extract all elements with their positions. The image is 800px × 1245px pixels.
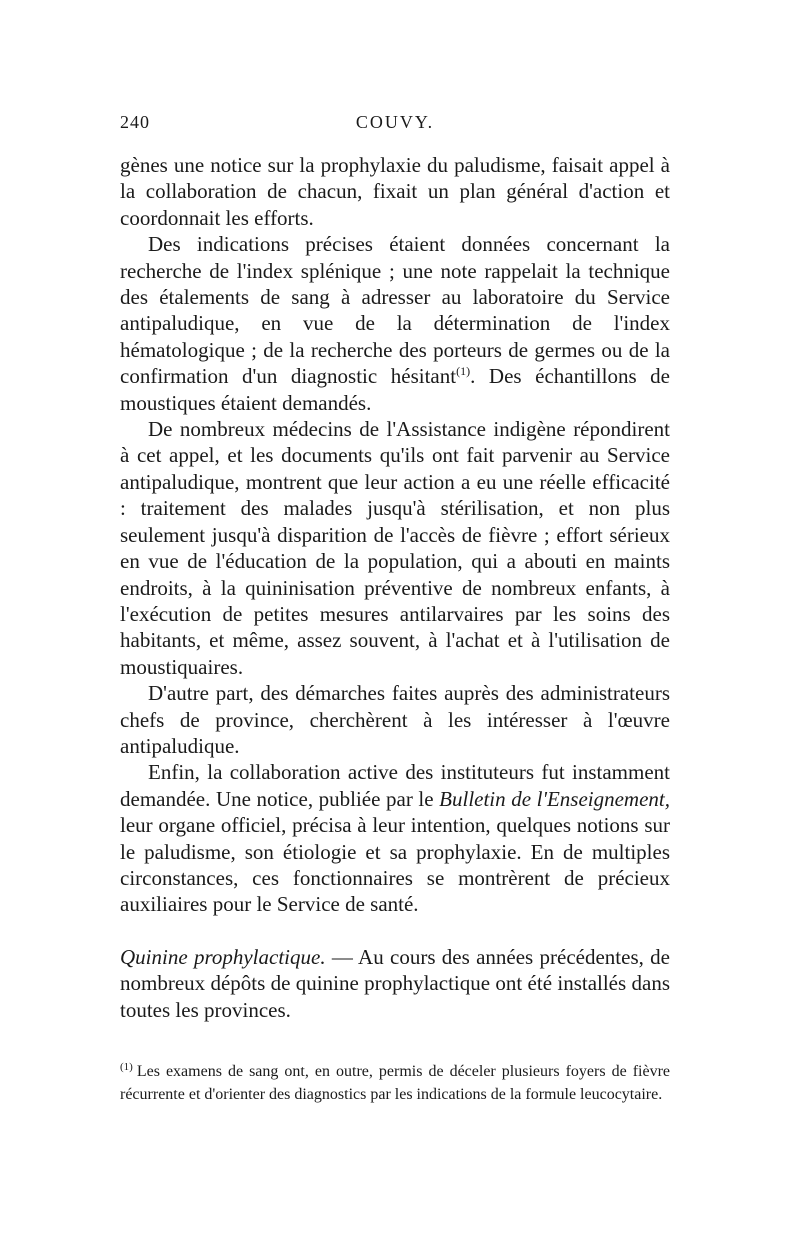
footnote-text: Les examens de sang ont, en outre, permis de déceler plusieurs foyers de fièvre récurrente et d'orienter des diagnostics par les indications de la formule leucocytaire. <box>120 1063 670 1103</box>
footnote-marker: (1) <box>120 1060 133 1073</box>
paragraph-2-text-b: . Des échantillons de moustiques étaient demandés. <box>120 364 670 415</box>
book-page <box>120 112 670 1106</box>
section-heading: Quinine prophylactique. <box>120 944 326 969</box>
paragraph-5-text-a: Enfin, la collaboration active des instituteurs fut instamment demandée. Une notice, publiée par le <box>120 760 670 811</box>
running-title: COUVY. <box>355 112 435 132</box>
paragraph-3: De nombreux médecins de l'Assistance indigène répondirent à cet appel, et les documents qu'ils ont fait parvenir au Service antipaludique, montrent que leur action a eu une réelle efficacité : traitement des malades jusqu'à stérilisation, et non plus seulement jusqu'à disparition de l'accès de fièvre ; effort sérieux en vue de l'éducation de la population, qui a abouti en maints endroits, à la quininisation préventive de nombreux enfants, à l'exécution de petites mesures antilarvaires par les soins des habitants, et même, assez souvent, à l'achat et à l'utilisation de moustiquaires. <box>120 417 670 679</box>
page-number: 240 <box>120 112 150 132</box>
paragraph-4: D'autre part, des démarches faites auprès des administrateurs chefs de province, cherchèrent à les intéresser à l'œuvre antipaludique. <box>120 681 670 758</box>
publication-title: Bulletin de l'Enseignement, <box>439 786 670 811</box>
body-text <box>120 152 670 1023</box>
footnote-1 <box>120 1061 670 1106</box>
paragraph-5-text-b: leur organe officiel, précisa à leur intention, quelques notions sur le paludisme, son étiologie et sa prophylaxie. En de multiples circonstances, ces fonctionnaires se montrèrent de précieux auxiliaires pour le Service de santé. <box>120 813 670 917</box>
paragraph-2 <box>120 231 670 416</box>
paragraph-2-text-a: Des indications précises étaient données concernant la recherche de l'index splénique ; une note rappelait la technique des étalements de sang à adresser au laboratoire du Service antipaludique, en vue de la détermination de l'index hématologique ; de la recherche des porteurs de germes ou de la confirmation d'un diagnostic hésitant <box>120 232 670 389</box>
footnotes <box>120 1061 670 1106</box>
paragraph-1: gènes une notice sur la prophylaxie du paludisme, faisait appel à la collaboration de chacun, fixait un plan général d'action et coordonnait les efforts. <box>120 153 670 230</box>
running-head <box>120 112 670 142</box>
footnote-reference: (1) <box>456 364 471 379</box>
paragraph-5 <box>120 759 670 917</box>
paragraph-6 <box>120 944 670 1023</box>
paragraph-6-text: — Au cours des années précédentes, de nombreux dépôts de quinine prophylactique ont été installés dans toutes les provinces. <box>120 944 671 1022</box>
